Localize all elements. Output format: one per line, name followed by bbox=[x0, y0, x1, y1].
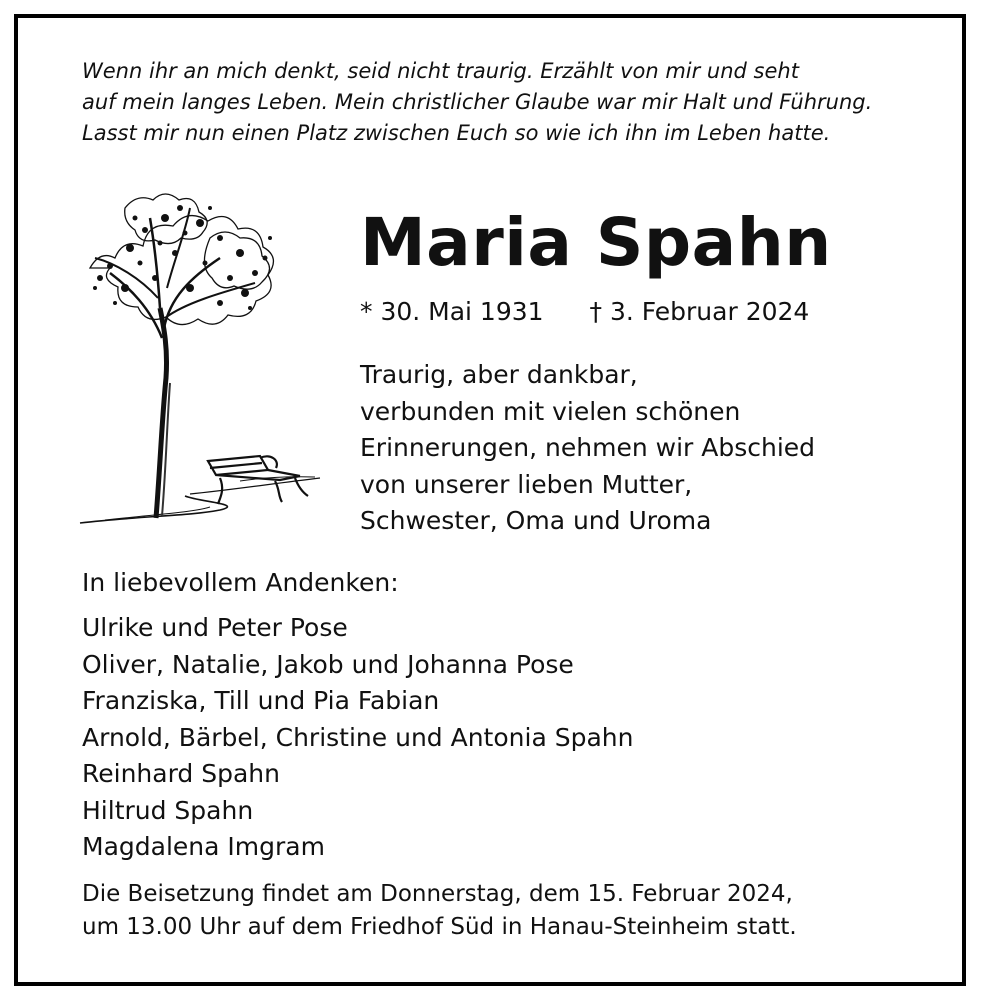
farewell-line: Schwester, Oma und Uroma bbox=[360, 506, 712, 535]
farewell-text bbox=[360, 357, 815, 540]
funeral-line: um 13.00 Uhr auf dem Friedhof Süd in Hanau-Steinheim statt. bbox=[82, 914, 797, 940]
mourner-entry: Hiltrud Spahn bbox=[82, 795, 254, 825]
farewell-line: verbunden mit vielen schönen bbox=[360, 396, 741, 426]
mourner-entry: Reinhard Spahn bbox=[82, 759, 280, 788]
mourner-entry: Franziska, Till und Pia Fabian bbox=[82, 686, 440, 715]
mourner-entry: Arnold, Bärbel, Christine und Antonia Spahn bbox=[82, 722, 634, 752]
farewell-line: von unserer lieben Mutter, bbox=[360, 469, 693, 499]
obituary-card bbox=[14, 14, 966, 986]
motto-line: auf mein langes Leben. Mein christlicher Glaube war mir Halt und Führung. bbox=[82, 90, 873, 114]
farewell-line: Erinnerungen, nehmen wir Abschied bbox=[360, 433, 816, 462]
life-dates bbox=[360, 297, 809, 326]
funeral-line: Die Beisetzung findet am Donnerstag, dem 15. Februar 2024, bbox=[82, 881, 793, 907]
mourners-heading: In liebevollem Andenken: bbox=[82, 568, 399, 597]
motto-line: Lasst mir nun einen Platz zwischen Euch so wie ich ihn im Leben hatte. bbox=[82, 121, 831, 145]
tree-and-bench-icon bbox=[70, 178, 330, 538]
mourner-entry: Oliver, Natalie, Jakob und Johanna Pose bbox=[82, 649, 574, 679]
motto-quote bbox=[82, 56, 872, 149]
motto-line: Wenn ihr an mich denkt, seid nicht traurig. Erzählt von mir und seht bbox=[82, 59, 799, 83]
mourners-list bbox=[82, 610, 633, 866]
mourner-entry: Magdalena Imgram bbox=[82, 832, 325, 861]
mourner-entry: Ulrike und Peter Pose bbox=[82, 613, 348, 642]
funeral-notice bbox=[82, 878, 797, 944]
farewell-line: Traurig, aber dankbar, bbox=[360, 360, 638, 389]
death-date: † 3. Februar 2024 bbox=[589, 297, 810, 326]
deceased-name: Maria Spahn bbox=[360, 204, 832, 281]
birth-date: * 30. Mai 1931 bbox=[360, 297, 544, 326]
